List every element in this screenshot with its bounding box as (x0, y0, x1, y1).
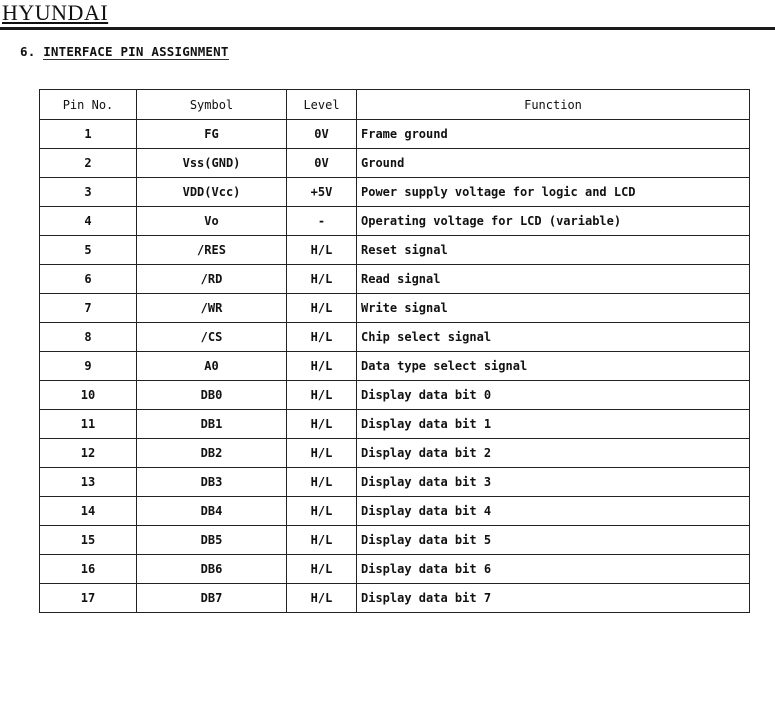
table-row (40, 468, 750, 497)
level-cell: H/L (287, 468, 357, 497)
function-cell: Write signal (357, 294, 750, 323)
pin-number-cell: 15 (40, 526, 137, 555)
table-row (40, 497, 750, 526)
function-cell: Display data bit 2 (357, 439, 750, 468)
function-cell: Display data bit 7 (357, 584, 750, 613)
table-row (40, 352, 750, 381)
symbol-cell: /WR (137, 294, 287, 323)
level-cell: H/L (287, 265, 357, 294)
level-cell: H/L (287, 352, 357, 381)
symbol-cell: Vss(GND) (137, 149, 287, 178)
table-row (40, 149, 750, 178)
level-cell: H/L (287, 526, 357, 555)
level-cell: +5V (287, 178, 357, 207)
function-cell: Operating voltage for LCD (variable) (357, 207, 750, 236)
table-row (40, 439, 750, 468)
table-row (40, 178, 750, 207)
symbol-cell: DB3 (137, 468, 287, 497)
function-cell: Data type select signal (357, 352, 750, 381)
function-cell: Read signal (357, 265, 750, 294)
table-row (40, 526, 750, 555)
pin-number-cell: 6 (40, 265, 137, 294)
column-header-level: Level (287, 90, 357, 120)
pin-number-cell: 14 (40, 497, 137, 526)
function-cell: Ground (357, 149, 750, 178)
function-cell: Reset signal (357, 236, 750, 265)
function-cell: Display data bit 0 (357, 381, 750, 410)
pin-number-cell: 16 (40, 555, 137, 584)
level-cell: H/L (287, 323, 357, 352)
table-header-row (40, 90, 750, 120)
pin-number-cell: 17 (40, 584, 137, 613)
pin-number-cell: 3 (40, 178, 137, 207)
symbol-cell: DB0 (137, 381, 287, 410)
pin-number-cell: 4 (40, 207, 137, 236)
symbol-cell: /RES (137, 236, 287, 265)
level-cell: - (287, 207, 357, 236)
symbol-cell: VDD(Vcc) (137, 178, 287, 207)
table-row (40, 410, 750, 439)
pin-number-cell: 8 (40, 323, 137, 352)
level-cell: 0V (287, 149, 357, 178)
pin-number-cell: 11 (40, 410, 137, 439)
section-number: 6. (20, 44, 36, 59)
symbol-cell: DB2 (137, 439, 287, 468)
level-cell: H/L (287, 439, 357, 468)
pin-number-cell: 1 (40, 120, 137, 149)
level-cell: H/L (287, 497, 357, 526)
level-cell: H/L (287, 555, 357, 584)
pin-number-cell: 7 (40, 294, 137, 323)
pin-number-cell: 10 (40, 381, 137, 410)
pin-number-cell: 5 (40, 236, 137, 265)
symbol-cell: A0 (137, 352, 287, 381)
symbol-cell: DB7 (137, 584, 287, 613)
table-row (40, 265, 750, 294)
symbol-cell: DB1 (137, 410, 287, 439)
pin-assignment-table (39, 89, 750, 613)
level-cell: 0V (287, 120, 357, 149)
level-cell: H/L (287, 294, 357, 323)
header-divider (0, 27, 775, 30)
pin-number-cell: 9 (40, 352, 137, 381)
pin-number-cell: 12 (40, 439, 137, 468)
symbol-cell: DB4 (137, 497, 287, 526)
table-row (40, 555, 750, 584)
table-body (40, 120, 750, 613)
function-cell: Power supply voltage for logic and LCD (357, 178, 750, 207)
function-cell: Frame ground (357, 120, 750, 149)
brand-logo-text: HYUNDAI (2, 0, 109, 25)
table-row (40, 236, 750, 265)
table-row (40, 120, 750, 149)
level-cell: H/L (287, 381, 357, 410)
symbol-cell: /RD (137, 265, 287, 294)
level-cell: H/L (287, 236, 357, 265)
table-row (40, 207, 750, 236)
symbol-cell: FG (137, 120, 287, 149)
function-cell: Display data bit 6 (357, 555, 750, 584)
symbol-cell: Vo (137, 207, 287, 236)
table-row (40, 294, 750, 323)
symbol-cell: DB6 (137, 555, 287, 584)
level-cell: H/L (287, 584, 357, 613)
function-cell: Display data bit 4 (357, 497, 750, 526)
symbol-cell: /CS (137, 323, 287, 352)
function-cell: Display data bit 5 (357, 526, 750, 555)
function-cell: Display data bit 1 (357, 410, 750, 439)
table-row (40, 381, 750, 410)
column-header-symbol: Symbol (137, 90, 287, 120)
column-header-function: Function (357, 90, 750, 120)
section-title: INTERFACE PIN ASSIGNMENT (43, 44, 229, 59)
pin-number-cell: 2 (40, 149, 137, 178)
level-cell: H/L (287, 410, 357, 439)
column-header-pin: Pin No. (40, 90, 137, 120)
section-heading (20, 44, 229, 59)
function-cell: Chip select signal (357, 323, 750, 352)
table-row (40, 584, 750, 613)
pin-number-cell: 13 (40, 468, 137, 497)
symbol-cell: DB5 (137, 526, 287, 555)
table-row (40, 323, 750, 352)
function-cell: Display data bit 3 (357, 468, 750, 497)
